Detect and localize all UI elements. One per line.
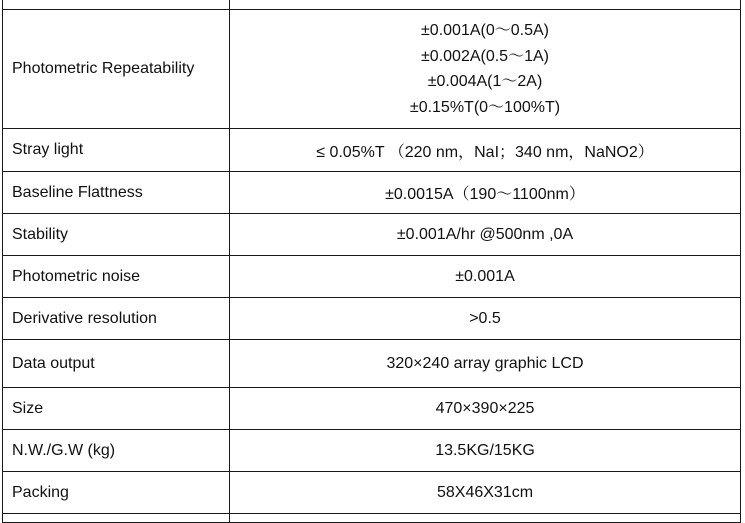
table-row-size [3,388,741,430]
value-line: ±0.001A(0～0.5A) [421,22,549,39]
parameter-cell [3,514,230,523]
parameter-cell: Stability [3,214,230,256]
value-line: ±0.004A(1～2A) [427,73,543,90]
parameter-cell: Photometric Repeatability [3,10,230,129]
parameter-cell: N.W./G.W (kg) [3,430,230,472]
table-row-stray-light [3,129,741,172]
value-cell: ±0.0015A（190～1100nm） [230,172,741,214]
table-row-stability [3,214,741,256]
table-row-partial-bottom [3,514,741,523]
value-cell [230,0,741,10]
parameter-cell: Packing [3,472,230,514]
value-cell: 470×390×225 [230,388,741,430]
table-row-photometric-noise [3,256,741,298]
value-line: ±0.002A(0.5～1A) [421,47,549,65]
table-row-derivative-resolution [3,298,741,340]
parameter-cell: Stray light [3,129,230,172]
parameter-cell: Photometric noise [3,256,230,298]
value-cell [230,514,741,523]
table-row-packing [3,472,741,514]
value-line: ±0.15%T(0～100%T) [409,98,561,116]
table-row-baseline-flattness [3,172,741,214]
value-cell: ±0.001A [230,256,741,298]
value-cell: ≤ 0.05%T （220 nm，NaI；340 nm，NaNO2） [230,129,741,172]
value-cell [230,10,741,129]
parameter-cell: Size [3,388,230,430]
parameter-cell [3,0,230,10]
value-cell: >0.5 [230,298,741,340]
table-row-partial-top [3,0,741,10]
specification-table [2,0,741,523]
table-row-data-output [3,340,741,388]
parameter-cell: Baseline Flattness [3,172,230,214]
value-cell: 13.5KG/15KG [230,430,741,472]
value-cell: 58X46X31cm [230,472,741,514]
value-cell: 320×240 array graphic LCD [230,340,741,388]
parameter-cell: Data output [3,340,230,388]
table-row-photometric-repeatability [3,10,741,129]
value-cell: ±0.001A/hr @500nm ,0A [230,214,741,256]
table-row-weight [3,430,741,472]
parameter-cell: Derivative resolution [3,298,230,340]
